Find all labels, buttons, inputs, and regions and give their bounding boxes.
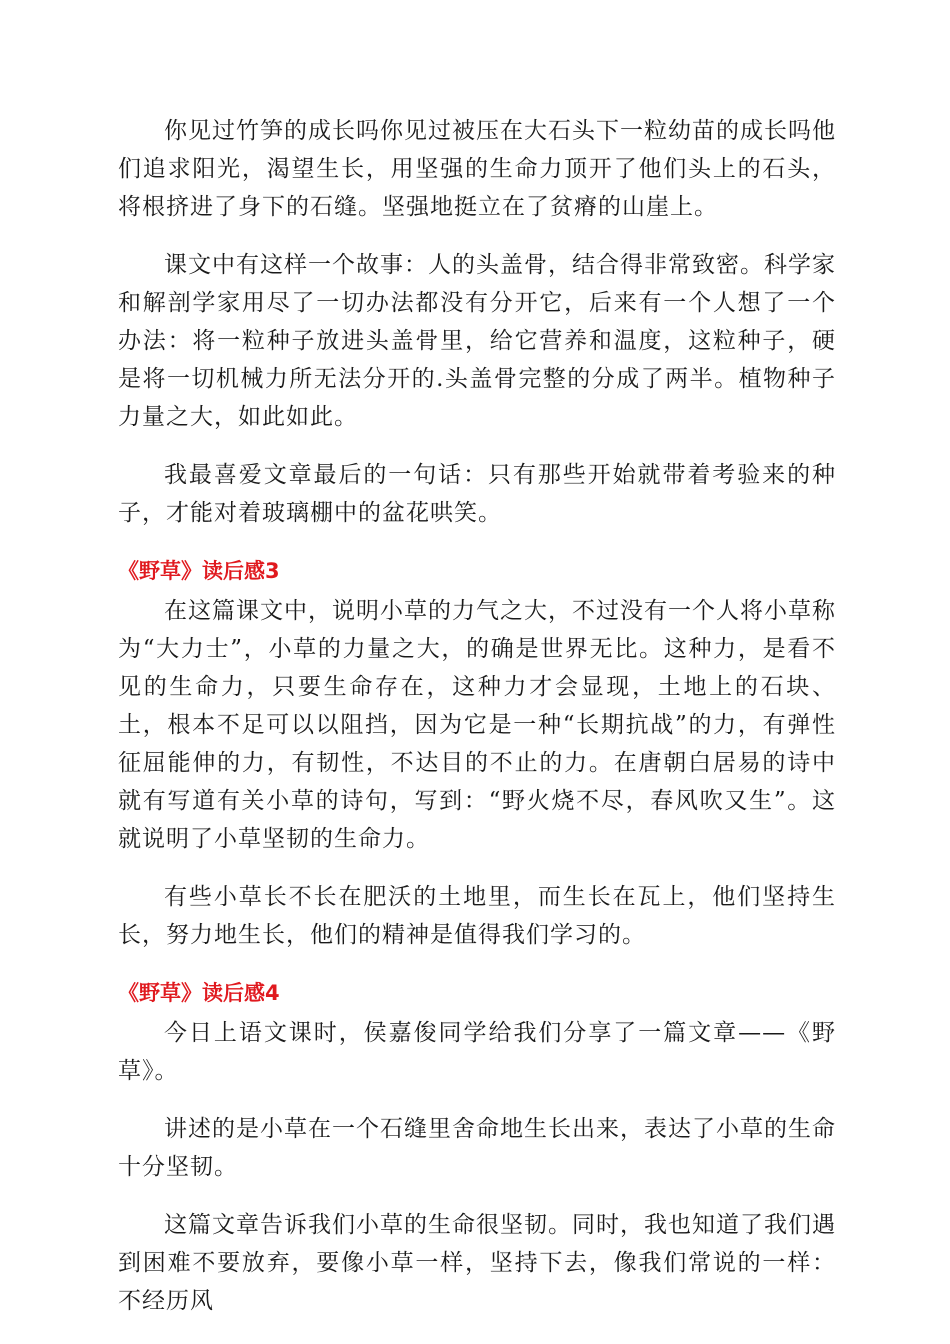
paragraph: 你见过竹笋的成长吗你见过被压在大石头下一粒幼苗的成长吗他们追求阳光，渴望生长，用坚强的生命力顶开了他们头上的石头，将根挤进了身下的石缝。坚强地挺立在了贫瘠的山崖上。 (118, 118, 836, 220)
paragraph: 今日上语文课时，侯嘉俊同学给我们分享了一篇文章——《野草》。 (118, 1020, 836, 1084)
paragraph: 课文中有这样一个故事：人的头盖骨，结合得非常致密。科学家和解剖学家用尽了一切办法都没有分开它，后来有一个人想了一个办法：将一粒种子放进头盖骨里，给它营养和温度，这粒种子，硬是将一切机械力所无法分开的.头盖骨完整的分成了两半。植物种子力量之大，如此如此。 (118, 252, 836, 430)
section-heading: 《野草》读后感4 (118, 981, 280, 1005)
paragraph: 这篇文章告诉我们小草的生命很坚韧。同时，我也知道了我们遇到困难不要放弃，要像小草一样，坚持下去，像我们常说的一样：不经历风 (118, 1212, 836, 1314)
paragraph: 在这篇课文中，说明小草的力气之大，不过没有一个人将小草称为“大力士”，小草的力量之大，的确是世界无比。这种力，是看不见的生命力，只要生命存在，这种力才会显现，土地上的石块、土，根本不足可以以阻挡，因为它是一种“长期抗战”的力，有弹性征屈能伸的力，有韧性，不达目的不止的力。在唐朝白居易的诗中就有写道有关小草的诗句，写到：“野火烧不尽，春风吹又生”。这就说明了小草坚韧的生命力。 (118, 598, 836, 852)
paragraph: 我最喜爱文章最后的一句话：只有那些开始就带着考验来的种子，才能对着玻璃棚中的盆花哄笑。 (118, 462, 836, 526)
paragraph: 讲述的是小草在一个石缝里舍命地生长出来，表达了小草的生命十分坚韧。 (118, 1116, 836, 1180)
document-body (118, 112, 836, 1340)
paragraph: 有些小草长不长在肥沃的土地里，而生长在瓦上，他们坚持生长，努力地生长，他们的精神是值得我们学习的。 (118, 884, 836, 948)
section-heading: 《野草》读后感3 (118, 559, 280, 583)
